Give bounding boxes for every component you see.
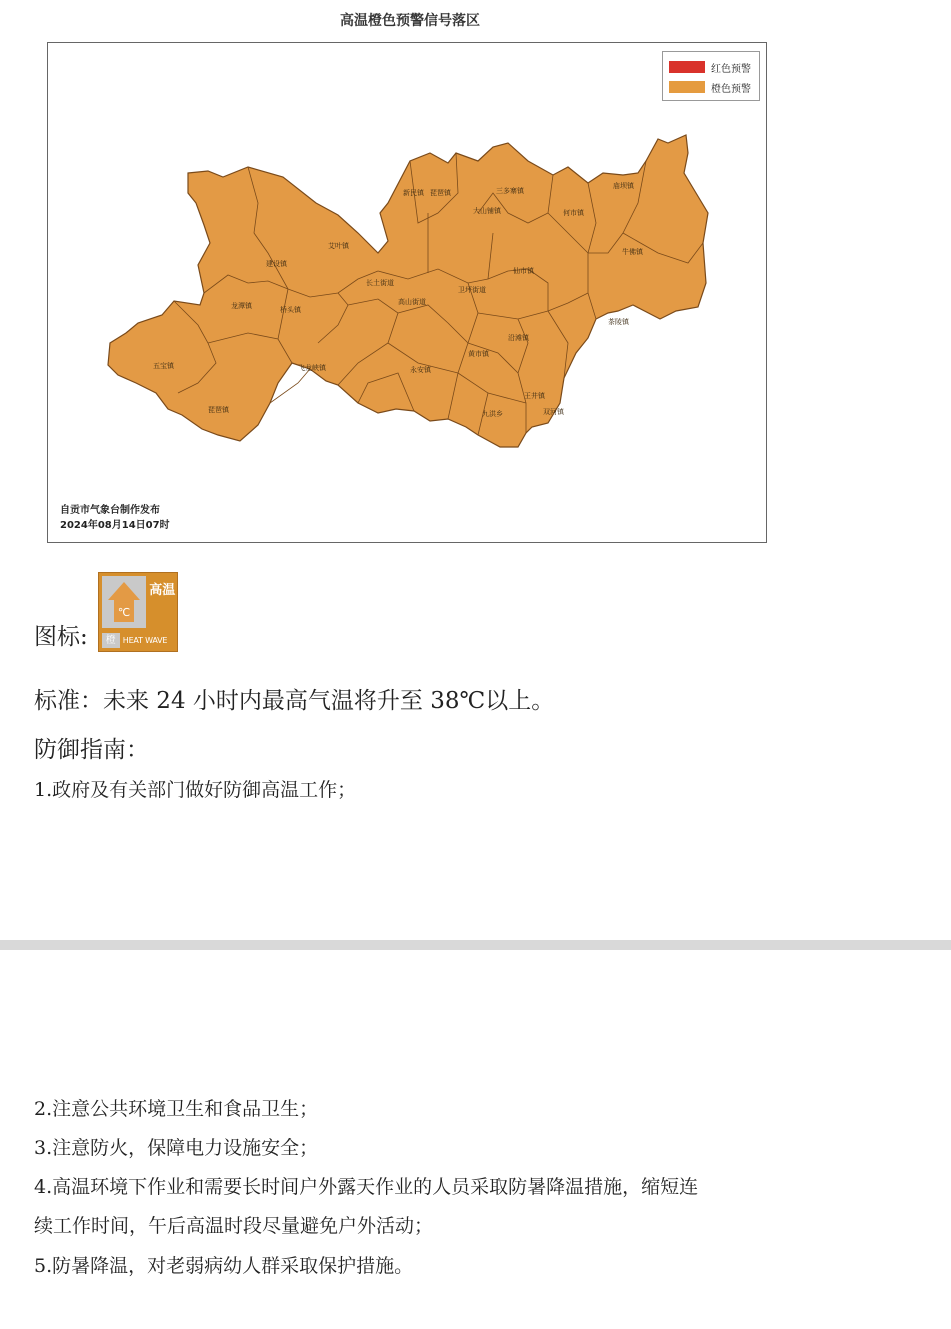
town-label: 三多寨镇 [496, 187, 524, 195]
guide-title: 防御指南： [34, 737, 149, 763]
town-label: 飞龙峡镇 [298, 364, 326, 372]
guide-item: 2.注意公共环境卫生和食品卫生； [34, 1098, 319, 1120]
map-title: 高温橙色预警信号落区 [340, 13, 480, 29]
map-legend [662, 51, 760, 101]
legend-label-orange: 橙色预警 [711, 83, 751, 95]
guide-item: 4.高温环境下作业和需要长时间户外露天作业的人员采取防暑降温措施，缩短连 [34, 1176, 699, 1198]
heat-wave-warning-icon [98, 572, 178, 652]
icon-heat-text: 高温 [149, 583, 176, 598]
guide-item: 1.政府及有关部门做好防御高温工作； [34, 779, 357, 801]
town-label: 茶陵镇 [608, 318, 629, 326]
legend-item-red [669, 60, 751, 74]
page-divider [0, 940, 951, 950]
legend-label-red: 红色预警 [711, 63, 751, 75]
legend-item-orange [669, 80, 751, 94]
town-label: 庙坝镇 [613, 182, 634, 190]
town-label: 五宝镇 [153, 362, 174, 370]
town-label: 高山街道 [398, 298, 426, 306]
town-label: 永安镇 [410, 366, 431, 374]
town-label: 何市镇 [563, 209, 584, 217]
map-issuer [60, 503, 170, 533]
town-label: 卫坪街道 [458, 286, 486, 294]
town-label: 牛佛镇 [622, 248, 643, 256]
town-label: 九洪乡 [482, 410, 503, 418]
issuer-name: 自贡市气象台制作发布 [60, 505, 160, 516]
guide-item: 续工作时间，午后高温时段尽量避免户外活动； [34, 1215, 434, 1237]
thermometer-house-icon [102, 576, 146, 628]
town-label: 龙潭镇 [231, 302, 252, 310]
town-label: 王井镇 [524, 392, 545, 400]
town-label: 新民镇 [403, 189, 424, 197]
town-label: 沿滩镇 [508, 334, 529, 342]
town-label: 建设镇 [266, 260, 287, 268]
town-label: 艾叶镇 [328, 242, 349, 250]
legend-swatch-red [669, 61, 705, 73]
town-label: 大山铺镇 [473, 207, 501, 215]
heat-wave-english: HEAT WAVE [122, 636, 168, 645]
town-label: 长土街道 [366, 279, 394, 287]
guide-item: 3.注意防火，保障电力设施安全； [34, 1137, 319, 1159]
orange-level-chip: 橙 [102, 633, 120, 648]
town-label: 黄市镇 [468, 350, 489, 358]
issue-time: 2024年08月14日07时 [60, 520, 170, 531]
town-label: 双河镇 [543, 408, 564, 416]
degree-symbol: ℃ [117, 606, 130, 619]
town-label: 仙市镇 [513, 267, 534, 275]
legend-swatch-orange [669, 81, 705, 93]
town-label: 桥头镇 [280, 306, 301, 314]
town-label: 琵琶镇 [430, 189, 451, 197]
town-label: 琵琶镇 [208, 406, 229, 414]
icon-label: 图标: [34, 624, 88, 650]
standard-text: 标准：未来 24 小时内最高气温将升至 38℃以上。 [34, 688, 555, 714]
warning-map [47, 42, 767, 543]
icon-row [34, 572, 178, 652]
map-region-shape [48, 43, 766, 542]
icon-bottom-bar [102, 631, 176, 650]
guide-item: 5.防暑降温，对老弱病幼人群采取保护措施。 [34, 1255, 414, 1277]
